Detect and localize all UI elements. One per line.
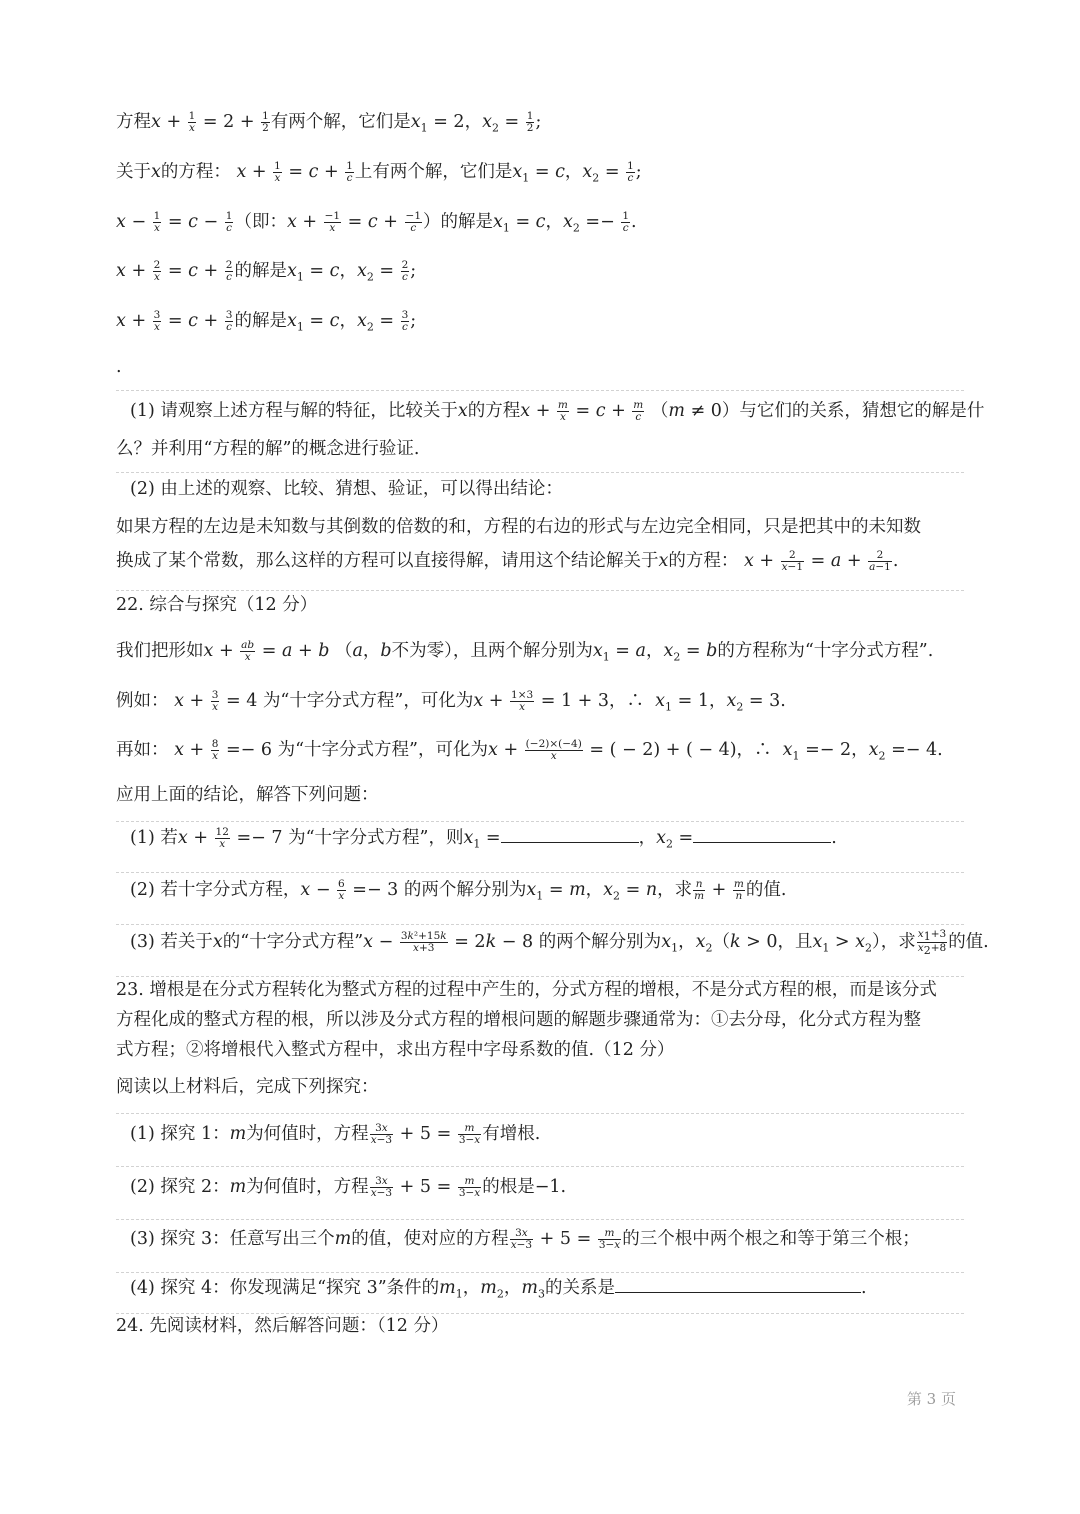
divider — [116, 1113, 964, 1114]
answer-blank[interactable] — [693, 826, 831, 843]
divider — [116, 472, 964, 473]
intro-line-2: 关于x的方程： x + $\frac{1}{x}$ = c + $\frac{1}{c}$ 上有两个解，它们是$x_1 = c$，$x_2$ = $\frac{1}{c}$ ; — [116, 160, 642, 185]
q24-title: 24. 先阅读材料，然后解答问题：（12 分） — [116, 1316, 449, 1336]
divider — [116, 872, 964, 873]
q1-part2-line2: 如果方程的左边是未知数与其倒数的倍数的和，方程的右边的形式与左边完全相同，只是把其中的未知数 — [116, 517, 921, 537]
q23-explore-3: (3) 探究 3：任意写出三个m的值，使对应的方程 $\frac{3x}{x-3}$ + 5 = $\frac{m}{3-x}$ 的三个根中两个根之和等于第三个根； — [130, 1227, 920, 1251]
intro-line-4: x + $\frac{2}{x}$ = c + $\frac{2}{c}$ 的解是$x_1 = c$，$x_2$ = $\frac{2}{c}$ ; — [116, 259, 417, 284]
q23-intro-line-1: 23. 增根是在分式方程转化为整式方程的过程中产生的，分式方程的增根，不是分式方程的根，而是该分式 — [116, 980, 937, 1000]
q22-apply: 应用上面的结论，解答下列问题： — [116, 785, 379, 805]
q23-explore-2: (2) 探究 2：m为何值时，方程 $\frac{3x}{x-3}$ + 5 = $\frac{m}{3-x}$ 的根是−1. — [130, 1175, 567, 1199]
intro-line-1: 方程x + $\frac{1}{x}$ = 2 + $\frac{1}{2}$ 有两个解，它们是$x_1 = 2$，$x_2$ = $\frac{1}{2}$ ; — [116, 110, 542, 135]
q1-part2-line3: 换成了某个常数，那么这样的方程可以直接得解，请用这个结论解关于x的方程： x + $\frac{2}{x-1}$ = a + $\frac{2}{a-1}$ . — [116, 549, 899, 573]
q22-definition: 我们把形如x + $\frac{ab}{x}$ = a + b （a，b不为零），且两个解分别为$x_1 = a$，$x_2 = b$的方程称为“十字分式方程”. — [116, 639, 934, 664]
q1-part1-line2: 么？并利用“方程的解”的概念进行验证. — [116, 439, 420, 459]
q22-example-2: 再如： x + $\frac{8}{x}$ =− 6 为“十字分式方程”，可化为x + $\frac{(-2)\times(-4)}{x}$ = ( − 2) + ( − 4)，∴ $x_1 =- 2$，$x_2 =- 4$. — [116, 738, 943, 763]
divider — [116, 390, 964, 391]
page-number: 第 3 页 — [906, 1390, 956, 1408]
dot: . — [116, 357, 122, 377]
answer-blank[interactable] — [615, 1276, 861, 1293]
q22-part2: (2) 若十字分式方程，x − $\frac{6}{x}$ =− 3 的两个解分别为$x_1 = m$，$x_2 = n$，求 $\frac{n}{m}$ + $\frac{m}{n}$ 的值. — [130, 878, 787, 903]
divider — [116, 821, 964, 822]
q23-read: 阅读以上材料后，完成下列探究： — [116, 1077, 379, 1097]
answer-blank[interactable] — [501, 826, 639, 843]
divider — [116, 924, 964, 925]
q23-intro-line-3: 式方程；②将增根代入整式方程中，求出方程中字母系数的值.（12 分） — [116, 1040, 675, 1060]
q23-explore-1: (1) 探究 1：m为何值时，方程 $\frac{3x}{x-3}$ + 5 = $\frac{m}{3-x}$ 有增根. — [130, 1122, 541, 1146]
q1-part2-line1: (2) 由上述的观察、比较、猜想、验证，可以得出结论： — [130, 479, 563, 499]
q23-explore-4: (4) 探究 4：你发现满足“探究 3”条件的$m_1$，$m_2$，$m_3$的关系是 . — [130, 1278, 867, 1301]
divider — [116, 1219, 964, 1220]
q22-part3: (3) 若关于x的“十字分式方程”x − $\frac{\text{3k²+15k}}{x+3}$ = 2k − 8 的两个解分别为$x_1$，$x_2(k > 0$，且$x_1 > x_2$），求 $\frac{x_1+3}{x_2+8}$ 的值. — [130, 927, 989, 958]
q22-part1: (1) 若x + $\frac{12}{x}$ =− 7 为“十字分式方程”，则$x_1$ = ，$x_2$ = . — [130, 826, 837, 851]
q1-part1-line1: (1) 请观察上述方程与解的特征，比较关于x的方程x + $\frac{m}{x}$ = c + $\frac{m}{c}$ （m ≠ 0）与它们的关系，猜想它的解是什 — [130, 399, 985, 423]
intro-line-5: x + $\frac{3}{x}$ = c + $\frac{3}{c}$ 的解是$x_1 = c$，$x_2$ = $\frac{3}{c}$ ; — [116, 309, 417, 334]
q23-intro-line-2: 方程化成的整式方程的根，所以涉及分式方程的增根问题的解题步骤通常为：①去分母，化分式方程为整 — [116, 1010, 921, 1030]
q22-title: 22. 综合与探究（12 分） — [116, 595, 318, 615]
intro-line-3: x − $\frac{1}{x}$ = c − $\frac{1}{c}$ （即：x + $\frac{-1}{x}$ = c + $\frac{-1}{c}$ ）的解是$x_1 = c$，$x_2$ =− $\frac{1}{c}$ . — [116, 210, 637, 235]
divider — [116, 1166, 964, 1167]
q22-example-1: 例如： x + $\frac{3}{x}$ = 4 为“十字分式方程”，可化为x + $\frac{1\times 3}{x}$ = 1 + 3，∴ $x_1 = 1$，$x_2 = 3$. — [116, 689, 786, 714]
